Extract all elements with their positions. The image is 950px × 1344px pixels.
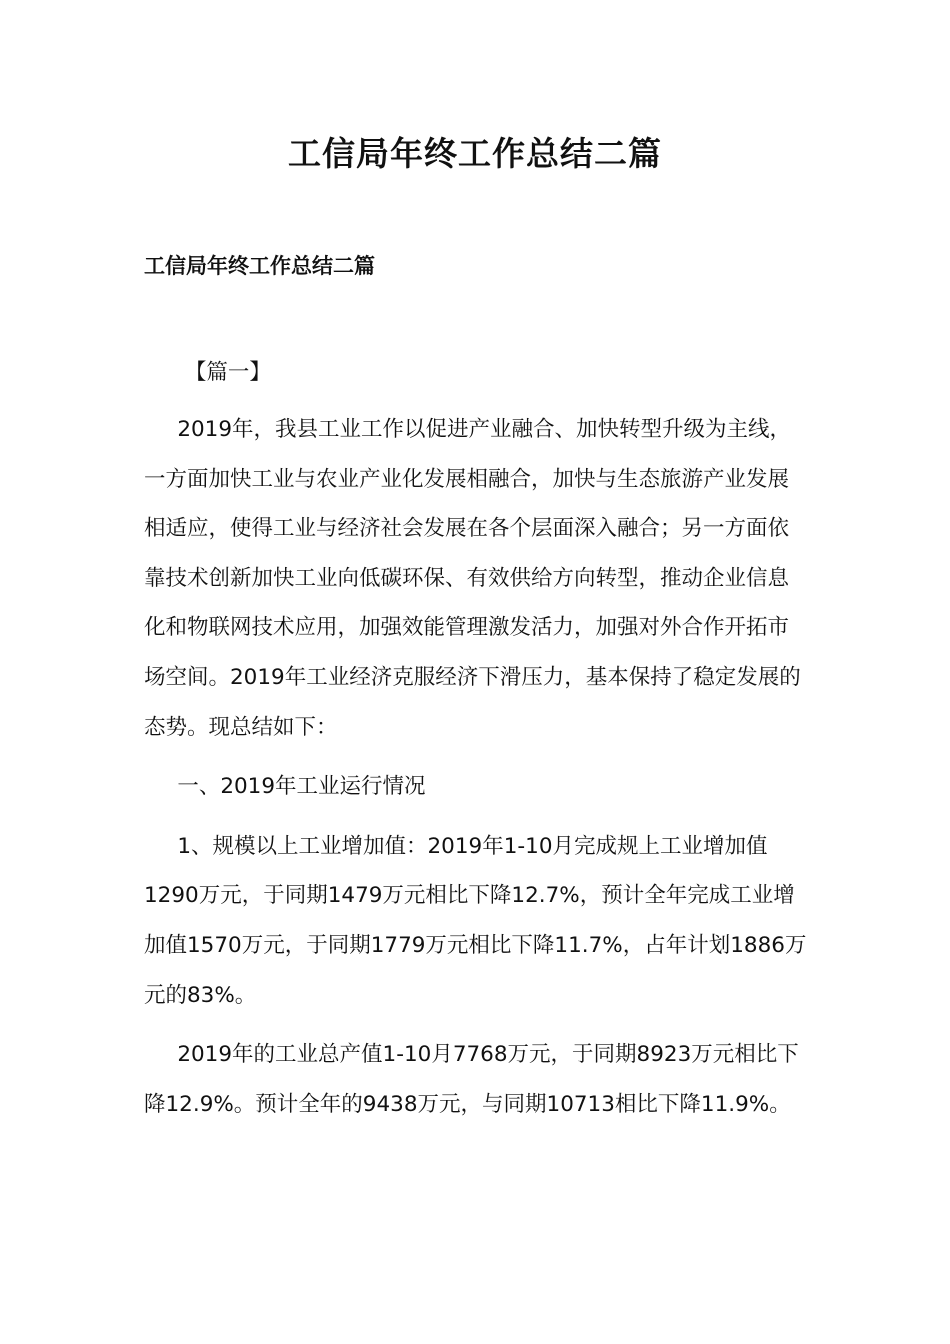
paragraph-value-added: 1、规模以上工业增加值：2019年1-10月完成规上工业增加值1290万元，于同期1479万元相比下降12.7%，预计全年完成工业增加值1570万元，于同期1779万元相比下降11.7%，占年计划1886万元的83%。: [144, 833, 807, 1008]
document-title: 工信局年终工作总结二篇: [288, 134, 662, 173]
paragraph-intro: 2019年，我县工业工作以促进产业融合、加快转型升级为主线，一方面加快工业与农业产业化发展相融合，加快与生态旅游产业发展相适应，使得工业与经济社会发展在各个层面深入融合；另一方面依靠技术创新加快工业向低碳环保、有效供给方向转型，推动企业信息化和物联网技术应用，加强效能管理激发活力，加强对外合作开拓市场空间。2019年工业经济克服经济下滑压力，基本保持了稳定发展的态势。现总结如下：: [144, 417, 801, 740]
paragraph-output-value: 2019年的工业总产值1-10月7768万元，于同期8923万元相比下降12.9%。预计全年的9438万元，与同期10713相比下降11.9%。: [144, 1042, 799, 1117]
section-heading: 一、2019年工业运行情况: [177, 774, 426, 800]
document-subtitle: 工信局年终工作总结二篇: [144, 254, 375, 278]
document-body: [144, 355, 809, 1139]
section-label: 【篇一】: [184, 360, 271, 385]
